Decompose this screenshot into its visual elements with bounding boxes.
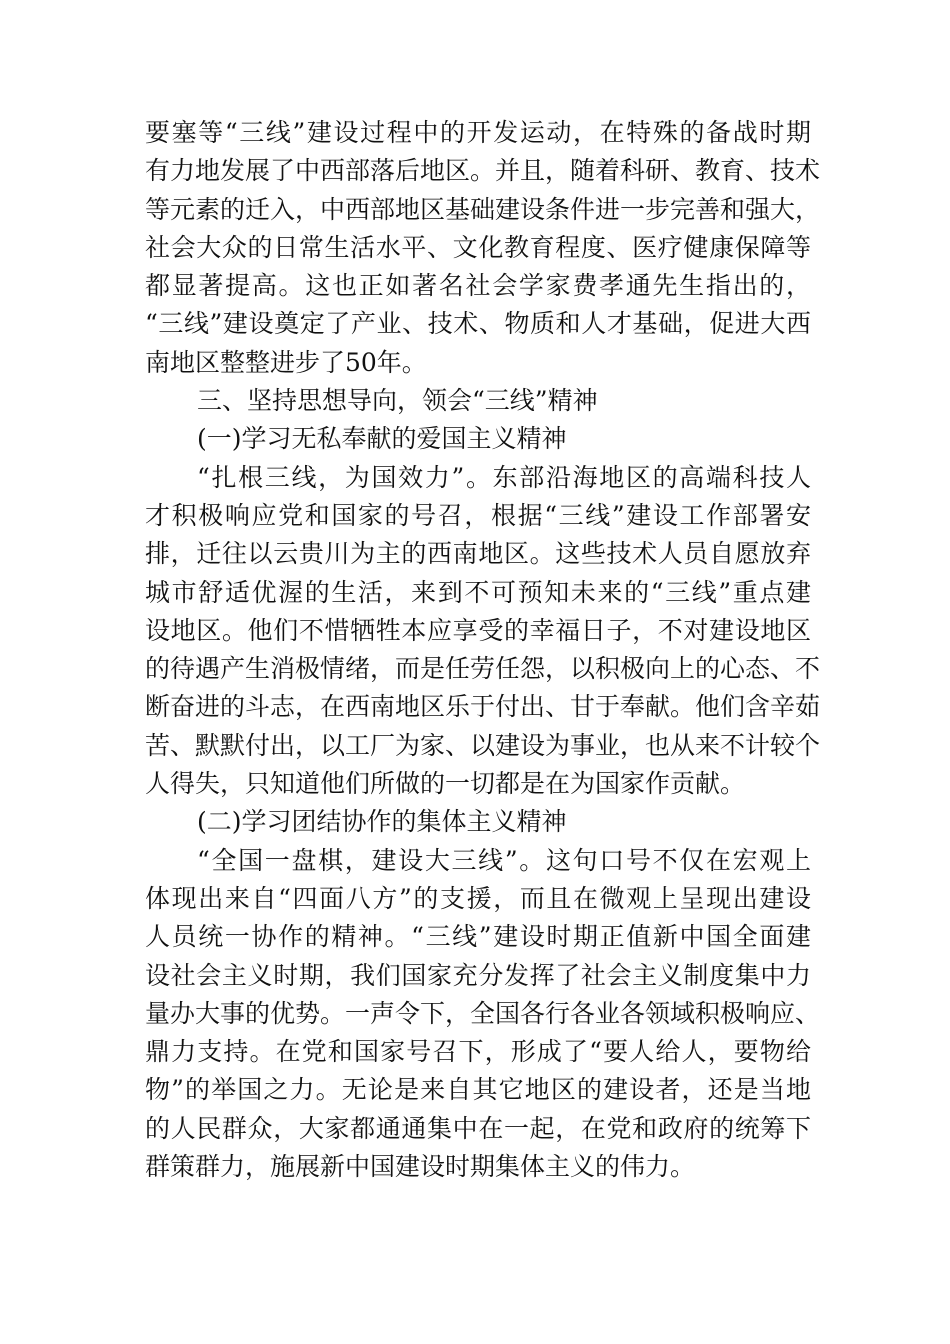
text-line: 都显著提高。这也正如著名社会学家费孝通先生指出的， <box>145 271 811 301</box>
text-line: 断奋进的斗志，在西南地区乐于付出、甘于奉献。他们含辛茹 <box>145 692 821 722</box>
text-line: 社会大众的日常生活水平、文化教育程度、医疗健康保障等 <box>145 232 811 262</box>
text-line: 鼎力支持。在党和国家号召下，形成了“要人给人，要物给 <box>145 1037 811 1067</box>
text-line: 的待遇产生消极情绪，而是任劳任怨，以积极向上的心态、不 <box>145 654 821 684</box>
text-line: 物”的举国之力。无论是来自其它地区的建设者，还是当地 <box>145 1075 811 1105</box>
text-line: 体现出来自“四面八方”的支援，而且在微观上呈现出建设 <box>145 883 811 913</box>
text-line: 的人民群众，大家都通通集中在一起，在党和政府的统筹下 <box>145 1113 811 1143</box>
text-line: 人得失，只知道他们所做的一切都是在为国家作贡献。 <box>145 769 746 799</box>
text-line: 要塞等“三线”建设过程中的开发运动，在特殊的备战时期 <box>145 118 811 147</box>
text-line: “全国一盘棋，建设大三线”。这句口号不仅在宏观上 <box>197 845 811 875</box>
text-line: 三、坚持思想导向，领会“三线”精神 <box>197 386 598 416</box>
text-line: 排，迁往以云贵川为主的西南地区。这些技术人员自愿放弃 <box>145 539 811 569</box>
text-line: 有力地发展了中西部落后地区。并且，随着科研、教育、技术 <box>145 156 821 186</box>
text-line: 群策群力，施展新中国建设时期集体主义的伟力。 <box>145 1152 696 1182</box>
text-line: 才积极响应党和国家的号召，根据“三线”建设工作部署安 <box>145 500 811 530</box>
text-line: 等元素的迁入，中西部地区基础建设条件进一步完善和强大， <box>145 194 821 224</box>
text-line: 城市舒适优渥的生活，来到不可预知未来的“三线”重点建 <box>145 577 811 607</box>
text-line: (二)学习团结协作的集体主义精神 <box>197 807 567 837</box>
text-line: “三线”建设奠定了产业、技术、物质和人才基础，促进大西 <box>145 309 811 339</box>
text-line: 设地区。他们不惜牺牲本应享受的幸福日子，不对建设地区 <box>145 615 811 645</box>
text-line: 设社会主义时期，我们国家充分发挥了社会主义制度集中力 <box>145 960 811 990</box>
text-line: 量办大事的优势。一声令下，全国各行各业各领域积极响应、 <box>145 998 821 1028</box>
document-body <box>145 114 821 1186</box>
text-line: 南地区整整进步了50年。 <box>145 347 427 377</box>
text-line: (一)学习无私奉献的爱国主义精神 <box>197 424 567 454</box>
text-line: “扎根三线，为国效力”。东部沿海地区的高端科技人 <box>197 462 811 492</box>
text-line: 人员统一协作的精神。“三线”建设时期正值新中国全面建 <box>145 922 811 952</box>
text-line: 苦、默默付出，以工厂为家、以建设为事业，也从来不计较个 <box>145 730 821 760</box>
